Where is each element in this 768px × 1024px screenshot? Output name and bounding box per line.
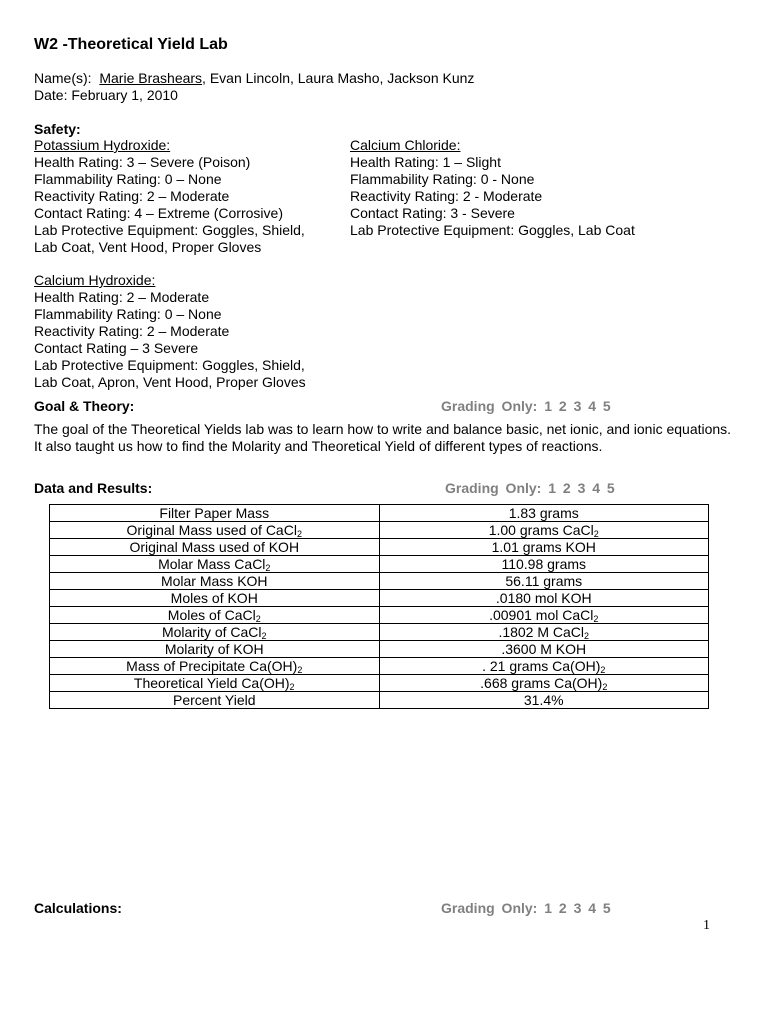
goal-heading: Goal & Theory: [34, 398, 135, 414]
cacl2-heading: Calcium Chloride: [350, 137, 461, 153]
row-label-cell: Original Mass used of CaCl$_2$ [50, 522, 380, 539]
page-number: 1 [703, 918, 710, 933]
row-value-cell: . 21 grams $Ca(OH)_2$ [379, 658, 709, 675]
row-value-cell: 110.98 grams [379, 556, 709, 573]
cacl2-reactivity: Reactivity Rating: 2 - Moderate [350, 188, 543, 204]
row-label-cell: Moles of CaCl$_2$ [50, 607, 380, 624]
cacl2-equipment: Lab Protective Equipment: Goggles, Lab Coat [350, 222, 635, 238]
table-row [50, 641, 709, 658]
names-line [34, 70, 474, 87]
row-value-cell: .668 grams $Ca(OH)_2$ [379, 675, 709, 692]
row-label-cell: Moles of KOH [50, 590, 380, 607]
khoh-heading: Potassium Hydroxide: [34, 137, 171, 153]
table-row [50, 505, 709, 522]
cacl2-contact: Contact Rating: 3 - Severe [350, 205, 515, 221]
first-name: Marie Brashears [99, 70, 203, 86]
row-value-cell: 56.11 grams [379, 573, 709, 590]
row-label-cell: Molar Mass CaCl$_2$ [50, 556, 380, 573]
row-label-cell: Mass of Precipitate $Ca(OH)_2$ [50, 658, 380, 675]
table-row [50, 522, 709, 539]
table-row [50, 624, 709, 641]
safety-heading: Safety: [34, 121, 81, 137]
row-value-cell: 31.4% [379, 692, 709, 709]
row-label-cell: Molar Mass KOH [50, 573, 380, 590]
goal-grading: Grading Only: 1 2 3 4 5 [441, 398, 611, 414]
row-label-cell: Percent Yield [50, 692, 380, 709]
row-value-cell: .00901 mol CaCl$_2$ [379, 607, 709, 624]
data-heading: Data and Results: [34, 480, 153, 496]
row-label-cell: Molarity of KOH [50, 641, 380, 658]
names-label: Name(s): [34, 70, 92, 86]
table-row [50, 539, 709, 556]
row-value-cell: 1.01 grams KOH [379, 539, 709, 556]
row-value-cell: .0180 mol KOH [379, 590, 709, 607]
koh-equipment-2: Lab Coat, Vent Hood, Proper Gloves [34, 239, 262, 255]
row-value-cell: .1802 M CaCl$_2$ [379, 624, 709, 641]
other-names: , Evan Lincoln, Laura Masho, Jackson Kunz [202, 70, 475, 86]
calculations-grading: Grading Only: 1 2 3 4 5 [441, 900, 611, 916]
row-label-cell: Theoretical Yield $Ca(OH)_2$ [50, 675, 380, 692]
koh-reactivity: Reactivity Rating: 2 – Moderate [34, 188, 230, 204]
row-label-cell: Filter Paper Mass [50, 505, 380, 522]
koh-contact: Contact Rating: 4 – Extreme (Corrosive) [34, 205, 283, 221]
table-row [50, 573, 709, 590]
results-table [49, 504, 709, 709]
data-grading: Grading Only: 1 2 3 4 5 [445, 480, 615, 496]
caoh2-contact: Contact Rating – 3 Severe [34, 340, 199, 356]
row-value-cell: .3600 M KOH [379, 641, 709, 658]
caoh2-reactivity: Reactivity Rating: 2 – Moderate [34, 323, 230, 339]
caoh2-equipment-2: Lab Coat, Apron, Vent Hood, Proper Gloves [34, 374, 306, 390]
cacl2-health: Health Rating: 1 – Slight [350, 154, 501, 170]
koh-flammability: Flammability Rating: 0 – None [34, 171, 222, 187]
table-row [50, 607, 709, 624]
row-label-cell: Original Mass used of KOH [50, 539, 380, 556]
table-row [50, 692, 709, 709]
document-title: W2 -Theoretical Yield Lab [34, 36, 228, 53]
row-value-cell: 1.00 grams CaCl$_2$ [379, 522, 709, 539]
calculations-heading: Calculations: [34, 900, 122, 916]
table-row [50, 590, 709, 607]
date-line: Date: February 1, 2010 [34, 87, 178, 103]
koh-health: Health Rating: 3 – Severe (Poison) [34, 154, 251, 170]
table-row [50, 556, 709, 573]
cacl2-flammability: Flammability Rating: 0 - None [350, 171, 535, 187]
table-row [50, 675, 709, 692]
goal-paragraph: The goal of the Theoretical Yields lab was to learn how to write and balance basic, net ionic, and ionic equations. It also taught us how to find the Molarity and Theoretical Yield of different types of reactions. [34, 421, 732, 454]
koh-equipment-1: Lab Protective Equipment: Goggles, Shield, [34, 222, 305, 238]
table-row [50, 658, 709, 675]
row-value-cell: 1.83 grams [379, 505, 709, 522]
row-label-cell: Molarity of CaCl$_2$ [50, 624, 380, 641]
caoh2-heading: Calcium Hydroxide: [34, 272, 156, 288]
caoh2-flammability: Flammability Rating: 0 – None [34, 306, 222, 322]
caoh2-equipment-1: Lab Protective Equipment: Goggles, Shield, [34, 357, 305, 373]
caoh2-health: Health Rating: 2 – Moderate [34, 289, 210, 305]
